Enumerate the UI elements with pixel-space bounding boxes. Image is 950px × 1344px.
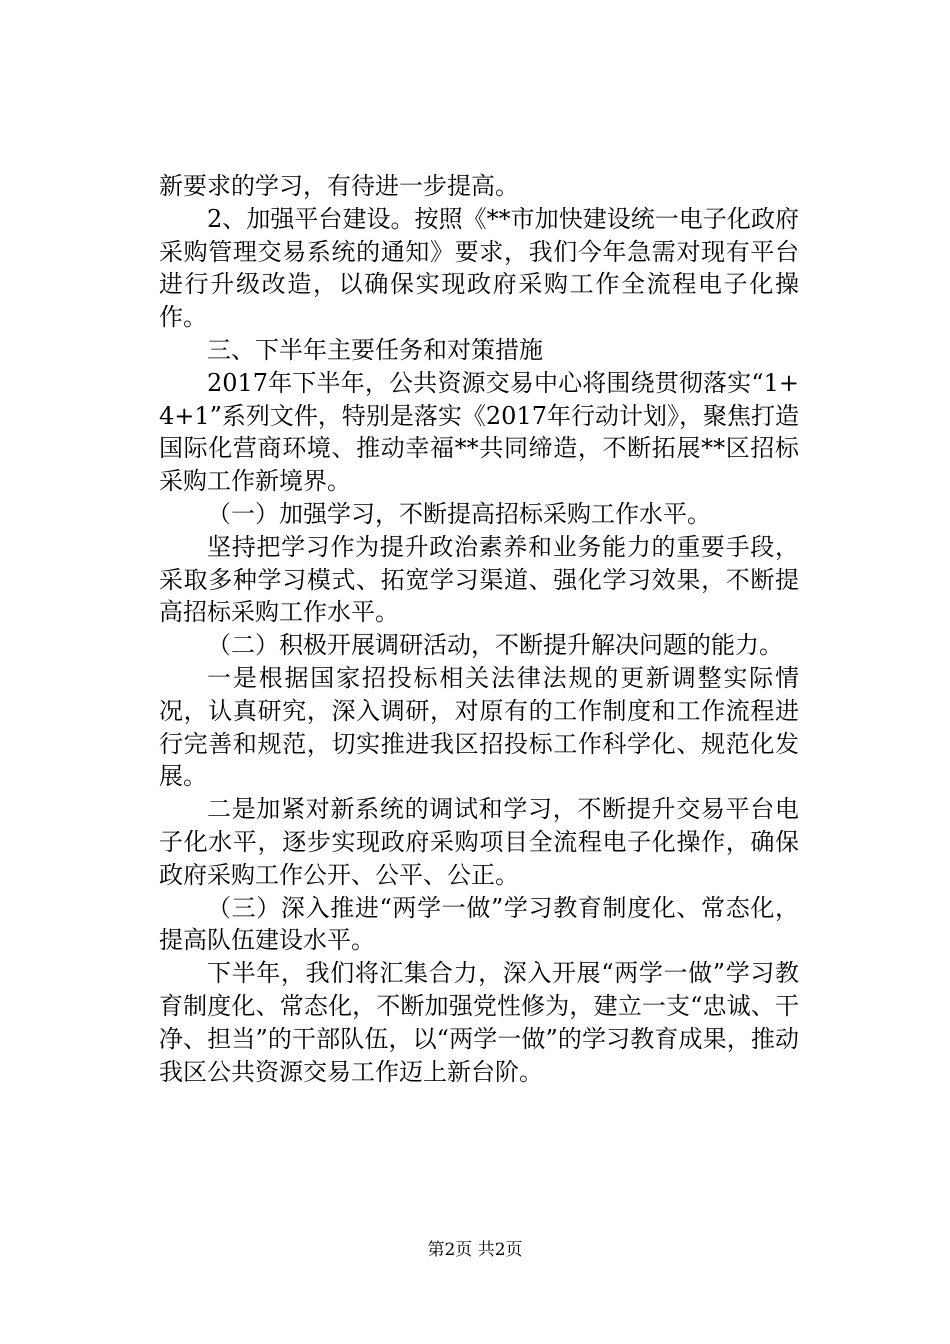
page-number-footer: 第2页 共2页	[427, 1240, 523, 1260]
section-heading-tasks: 三、下半年主要任务和对策措施	[207, 335, 543, 364]
paragraph-research-first: 一是根据国家招投标相关法律法规的更新调整实际情况，认真研究，深入调研，对原有的工作制度和工作流程进行完善和规范，切实推进我区招投标工作科学化、规范化发展。	[159, 663, 799, 791]
subheading-two-studies: （三）深入推进“两学一做”学习教育制度化、常态化，提高队伍建设水平。	[159, 893, 799, 955]
document-body	[159, 170, 799, 1088]
paragraph-learning: 坚持把学习作为提升政治素养和业务能力的重要手段，采取多种学习模式、拓宽学习渠道、强化学习效果，不断提高招标采购工作水平。	[159, 532, 799, 627]
paragraph-continuation: 新要求的学习，有待进一步提高。	[159, 172, 519, 200]
paragraph-two-studies: 下半年，我们将汇集合力，深入开展“两学一做”学习教育制度化、常态化，不断加强党性修为，建立一支“忠诚、干净、担当”的干部队伍，以“两学一做”的学习教育成果，推动我区公共资源交易工作迈上新台阶。	[159, 959, 799, 1086]
subheading-research: （二）积极开展调研活动，不断提升解决问题的能力。	[207, 631, 783, 660]
subheading-strengthen-learning: （一）加强学习，不断提高招标采购工作水平。	[207, 499, 711, 528]
paragraph-second-half-overview: 2017年下半年，公共资源交易中心将围绕贯彻落实“1+4+1”系列文件，特别是落实《2017年行动计划》，聚焦打造国际化营商环境、推动幸福**共同缔造，不断拓展**区招标采购工作新境界。	[159, 368, 799, 496]
paragraph-research-second: 二是加紧对新系统的调试和学习，不断提升交易平台电子化水平，逐步实现政府采购项目全流程电子化操作，确保政府采购工作公开、公平、公正。	[159, 795, 799, 889]
paragraph-platform-construction: 2、加强平台建设。按照《**市加快建设统一电子化政府采购管理交易系统的通知》要求，我们今年急需对现有平台进行升级改造，以确保实现政府采购工作全流程电子化操作。	[159, 204, 799, 332]
